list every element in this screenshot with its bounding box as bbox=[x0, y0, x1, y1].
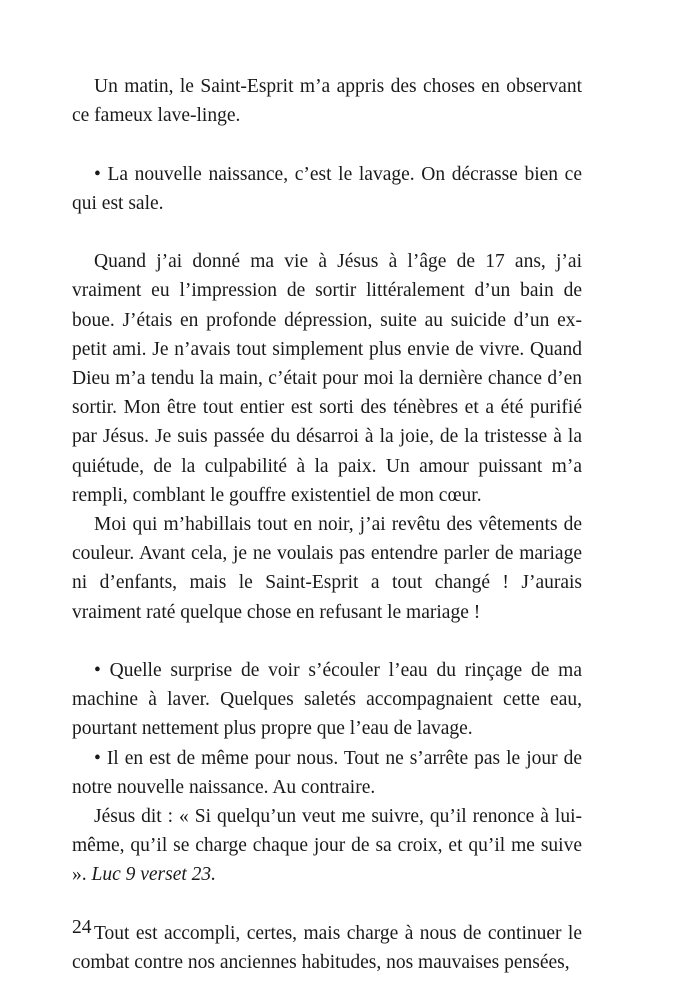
paragraph-testimony: Quand j’ai donné ma vie à Jésus à l’âge de 17 ans, j’ai vraiment eu l’impression de sortir littéralement d’un bain de boue. J’étais en profonde dépression, suite au suicide d’un ex-petit ami. Je n’avais tout simplement plus envie de vivre. Quand Dieu m’a tendu la main, c’était pour moi la dernière chance d’en sortir. Mon être tout entier est sorti des ténèbres et a été purifié par Jésus. Je suis passée du désarroi à la joie, de la tristesse à la quiétude, de la culpabilité à la paix. Un amour puissant m’a rempli, comblant le gouffre existentiel de mon cœur. bbox=[72, 251, 582, 506]
paragraph-quote bbox=[72, 802, 582, 890]
bible-reference: Luc 9 verset 23. bbox=[91, 864, 217, 886]
page-body bbox=[72, 72, 582, 977]
page-number: 24 bbox=[72, 917, 92, 938]
quote-text: Jésus dit : « Si quelqu’un veut me suivre, qu’il renonce à lui-même, qu’il se charge chaque jour de sa croix, et qu’il me suive ». bbox=[72, 806, 582, 886]
paragraph-bullet-same-for-us: • Il en est de même pour nous. Tout ne s’arrête pas le jour de notre nouvelle naissance. Au contraire. bbox=[72, 747, 582, 798]
paragraph-bullet-new-birth: • La nouvelle naissance, c’est le lavage. On décrasse bien ce qui est sale. bbox=[72, 163, 582, 214]
paragraph-clothing: Moi qui m’habillais tout en noir, j’ai revêtu des vêtements de couleur. Avant cela, je ne voulais pas entendre parler de mariage ni d’enfants, mais le Saint-Esprit a tout changé ! J’aurais vraiment raté quelque chose en refusant le mariage ! bbox=[72, 514, 582, 623]
paragraph-conclusion: Tout est accompli, certes, mais charge à nous de continuer le combat contre nos anciennes habitudes, nos mauvaises pensées, bbox=[72, 922, 582, 974]
paragraph-bullet-rinse: • Quelle surprise de voir s’écouler l’eau du rinçage de ma machine à laver. Quelques saletés accompagnaient cette eau, pourtant nettement plus propre que l’eau de lavage. bbox=[72, 660, 582, 740]
paragraph-intro: Un matin, le Saint-Esprit m’a appris des choses en observant ce fameux lave-linge. bbox=[72, 76, 582, 127]
